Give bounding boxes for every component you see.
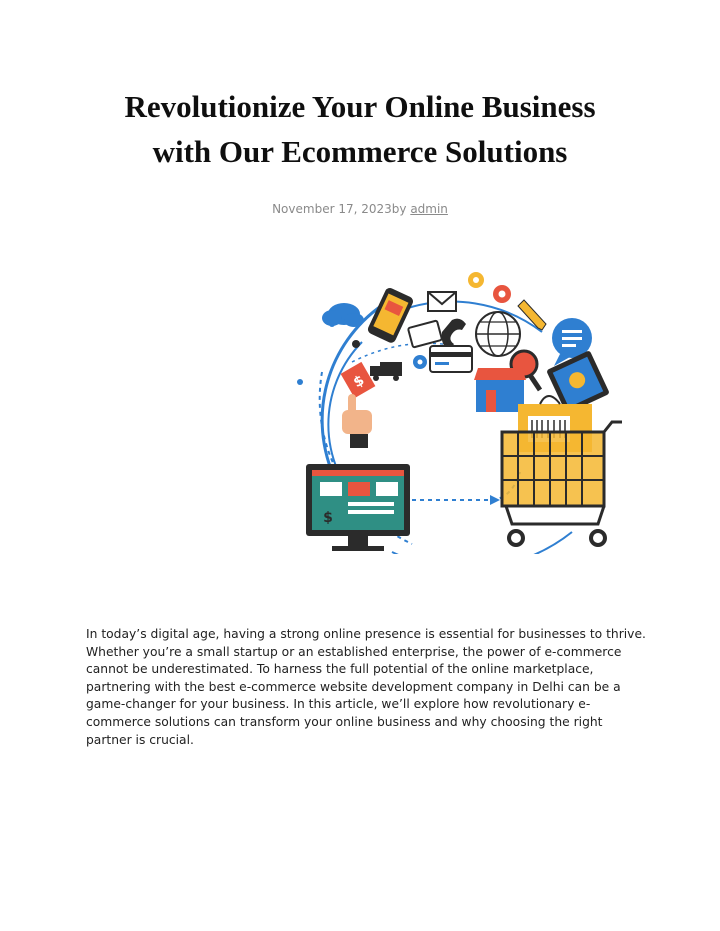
by-label: by (391, 202, 411, 216)
author-link[interactable]: admin (410, 202, 448, 216)
title-line-2: with Our Ecommerce Solutions (152, 134, 568, 169)
monitor-icon (306, 464, 410, 551)
post-meta (0, 202, 720, 216)
price-tag-label: $ (350, 372, 368, 392)
ecommerce-illustration (292, 262, 632, 554)
cloud-icon (322, 303, 364, 327)
monitor-dollar-label: $ (323, 510, 333, 526)
gear-icon (493, 285, 511, 303)
smartphone-icon (366, 286, 414, 344)
card-icon (408, 320, 442, 347)
intro-paragraph: In today’s digital age, having a strong online presence is essential for businesses to thrive. Whether you’re a small startup or an established enterprise, the power of e-commerce cannot be underestimated. To harness the full potential of the online marketplace, partnering with the best e-commerce website development company in Delhi can be a game-changer for your business. In this article, we’ll explore how revolutionary e-commerce solutions can transform your online business and why choosing the right partner is crucial. (86, 627, 646, 747)
globe-icon (476, 312, 520, 356)
credit-card-icon (430, 346, 472, 372)
title-line-1: Revolutionize Your Online Business (124, 89, 596, 124)
envelope-icon (428, 292, 456, 311)
page-title (60, 84, 660, 174)
post-date: November 17, 2023 (272, 202, 392, 216)
gear-icon (468, 272, 484, 288)
shopping-cart-icon (502, 396, 622, 545)
pointing-hand-icon (342, 394, 372, 448)
delivery-truck-icon (370, 362, 402, 381)
